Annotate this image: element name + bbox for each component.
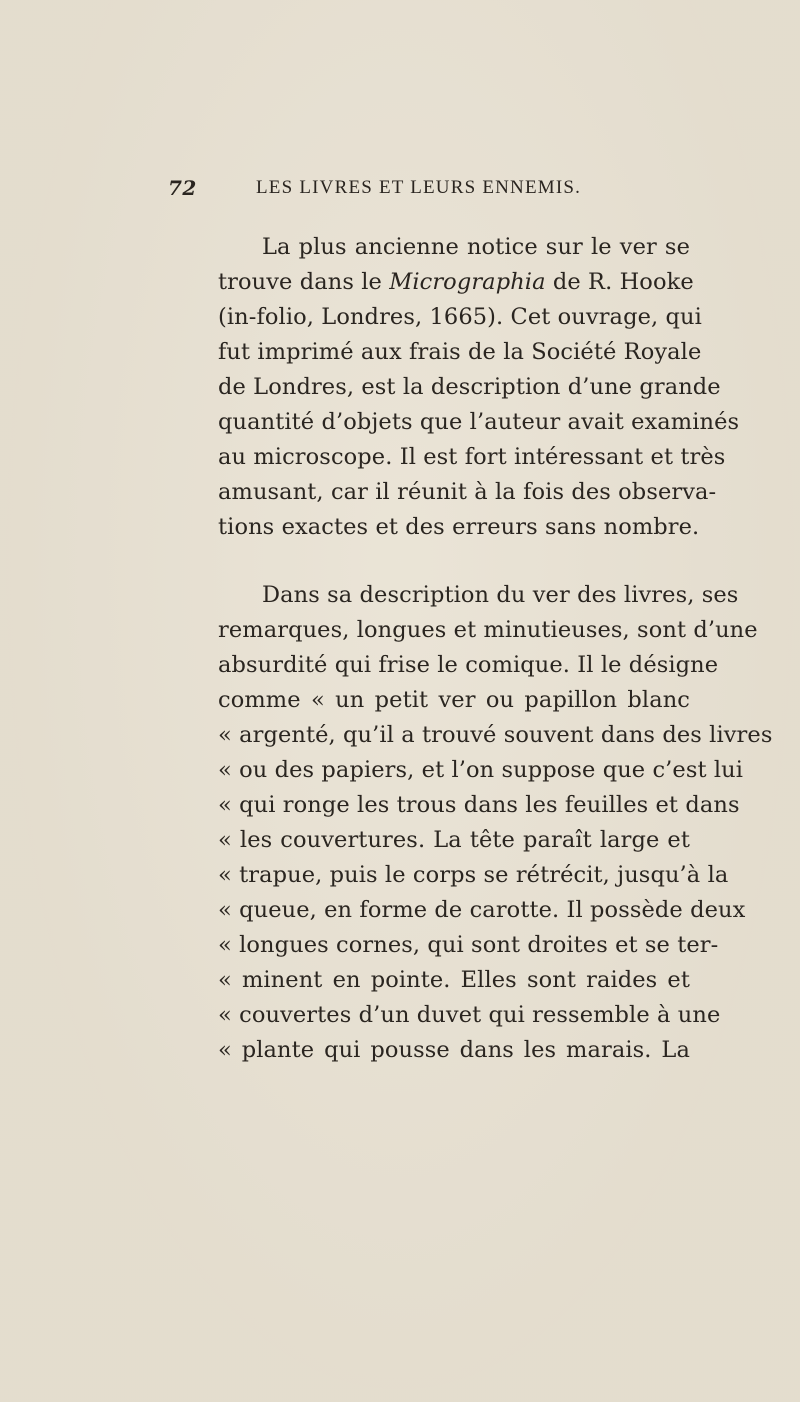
page-header — [168, 176, 688, 206]
text-line: tions exactes et des erreurs sans nombre. — [218, 514, 700, 540]
paragraph-1 — [174, 230, 740, 545]
body-text — [174, 230, 773, 1068]
text-line: « plante qui pousse dans les marais. La — [218, 1037, 690, 1063]
text-line: « trapue, puis le corps se rétrécit, jusqu’à la — [218, 862, 729, 888]
text-line: « qui ronge les trous dans les feuilles et dans — [218, 792, 740, 818]
text-line: « ou des papiers, et l’on suppose que c’est lui — [218, 757, 744, 783]
text-segment: trouve dans le — [218, 269, 390, 295]
text-line: absurdité qui frise le comique. Il le désigne — [218, 652, 719, 678]
text-segment: de R. Hooke — [545, 269, 694, 295]
text-line: amusant, car il réunit à la fois des observa- — [218, 479, 717, 505]
text-line: comme « un petit ver ou papillon blanc — [218, 687, 690, 713]
text-line: fut imprimé aux frais de la Société Royale — [218, 339, 702, 365]
text-line: « les couvertures. La tête paraît large et — [218, 827, 690, 853]
text-line: « queue, en forme de carotte. Il possède deux — [218, 897, 746, 923]
text-line: quantité d’objets que l’auteur avait examinés — [218, 409, 740, 435]
text-line: Dans sa description du ver des livres, ses — [262, 582, 739, 608]
text-line — [174, 265, 694, 300]
paragraph-2 — [174, 578, 773, 1068]
book-title: Micrographia — [389, 269, 546, 295]
text-line: au microscope. Il est fort intéressant et très — [218, 444, 726, 470]
running-head: LES LIVRES ET LEURS ENNEMIS. — [256, 177, 582, 198]
text-line: de Londres, est la description d’une grande — [218, 374, 721, 400]
text-line: La plus ancienne notice sur le ver se — [262, 234, 690, 260]
text-line: « minent en pointe. Elles sont raides et — [218, 967, 690, 993]
text-line: « couvertes d’un duvet qui ressemble à une — [218, 1002, 721, 1028]
text-line: « longues cornes, qui sont droites et se ter- — [218, 932, 719, 958]
text-line: remarques, longues et minutieuses, sont d’une — [218, 617, 758, 643]
page-number: 72 — [168, 176, 197, 200]
text-line: (in-folio, Londres, 1665). Cet ouvrage, qui — [218, 304, 702, 330]
text-line: « argenté, qu’il a trouvé souvent dans des livres — [218, 722, 773, 748]
